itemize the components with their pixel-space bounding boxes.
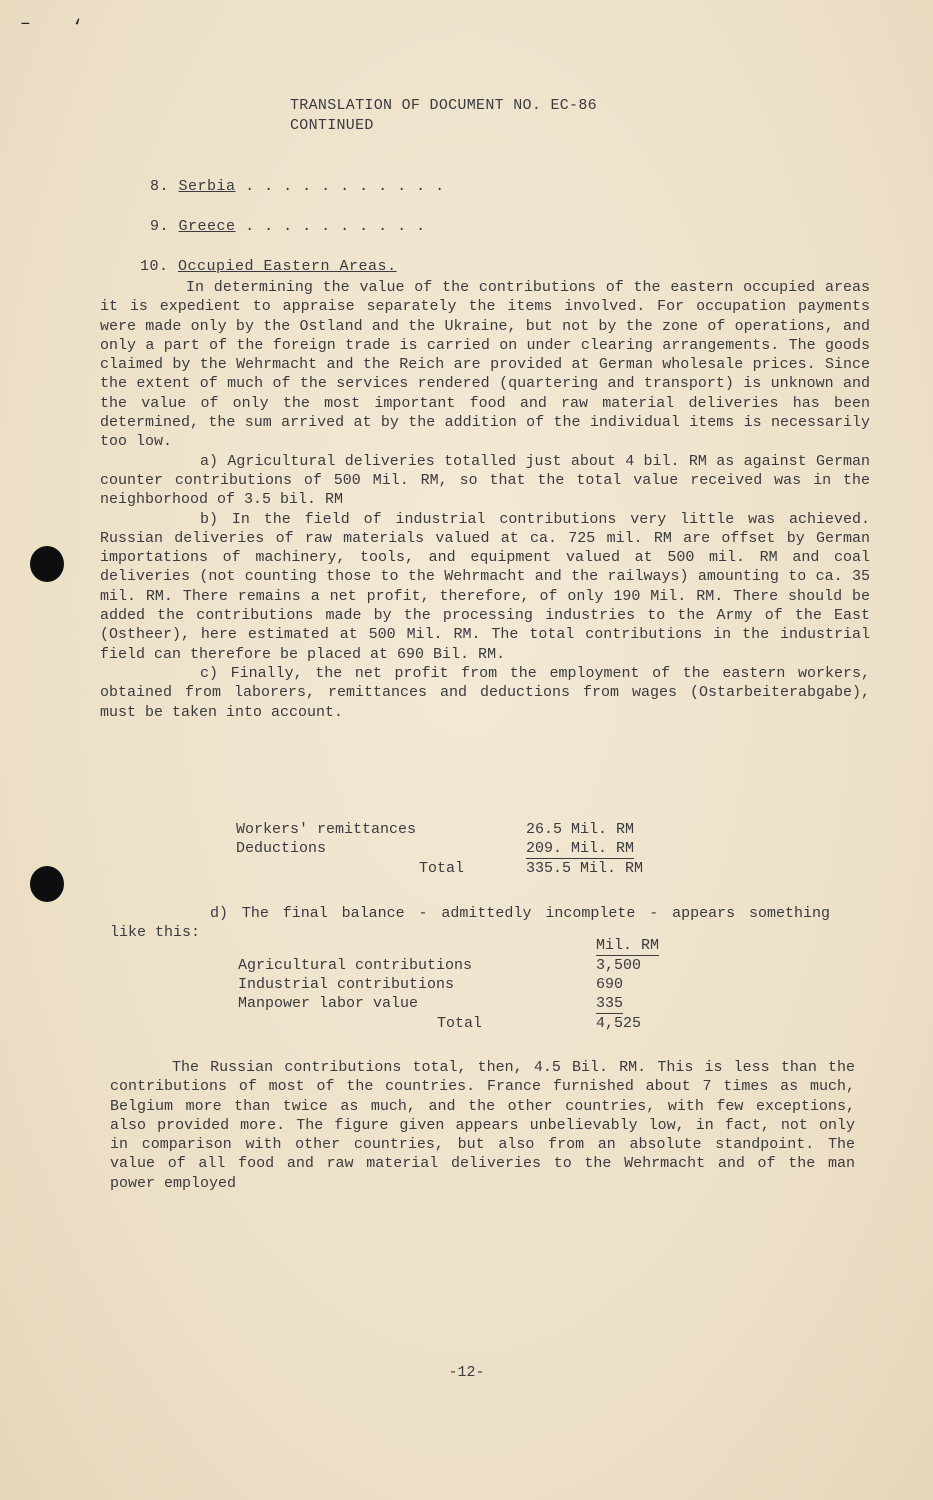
conclusion-wrapper (110, 1058, 855, 1193)
table-row (236, 820, 676, 839)
balance-table (238, 936, 746, 1033)
corner-mark-1: – (20, 14, 31, 34)
row-label: Deductions (236, 840, 327, 857)
paragraph-d-balance: d) The final balance - admittedly incomplete - appears something like this: (110, 905, 830, 942)
total-label: Total (418, 860, 464, 877)
paragraph-conclusion: The Russian contributions total, then, 4.5 Bil. RM. This is less than the contributions of most of the countries. France furnished about 7 times as much, Belgium more than twice as much, and the other countries, with few exceptions, also provided more. The figure given appears unbelievably low, in fact, not only in comparison with other countries, but also from an absolute standpoint. The value of all food and raw material deliveries to the Wehrmacht and of the man power employed (110, 1059, 855, 1192)
row-value: 335 (596, 995, 624, 1012)
document-header (290, 96, 597, 136)
total-label: Total (436, 1015, 482, 1032)
paragraph-b-industrial: b) In the field of industrial contributions very little was achieved. Russian deliveries of raw materials valued at ca. 725 mil. RM are offset by German importations of machinery, tools, and equipment valued at 500 mil. RM and coal deliveries (not counting those to the Wehrmacht and the railways) amounting to ca. 35 mil. RM. There remains a net profit, therefore, of only 190 Mil. RM. There should be added the contributions made by the processing industries to the Army of the East (Ostheer), here estimated at 500 Mil. RM. The total contributions in the industrial field can therefore be placed at 690 Bil. RM. (100, 510, 870, 663)
item-leader-dots: . . . . . . . . . . . (245, 178, 445, 195)
item-greece (150, 218, 426, 235)
section-title: Occupied Eastern Areas. (178, 258, 397, 275)
item-name: Serbia (178, 178, 236, 195)
punch-hole-bottom (30, 866, 64, 902)
workers-table (236, 820, 676, 878)
corner-mark-2: ‘ (72, 18, 83, 38)
item-name: Greece (178, 218, 236, 235)
unit-label: Mil. RM (596, 937, 660, 954)
table-row (236, 839, 676, 859)
table-row (238, 994, 746, 1014)
paragraph-a-agricultural: a) Agricultural deliveries totalled just about 4 bil. RM as against German counter contributions of 500 Mil. RM, so that the total value received was in the neighborhood of 3.5 bil. RM (100, 452, 870, 509)
row-label: Agricultural contributions (238, 957, 473, 974)
paragraph-intro: In determining the value of the contributions of the eastern occupied areas it is expedient to appraise separately the items involved. For occupation payments were made only by the Ostland and the Ukraine, but not by the zone of operations, and only a part of the foreign trade is carried on under clearing arrangements. The goods claimed by the Wehrmacht and the Reich are provided at German wholesale prices. Since the extent of much of the services rendered (quartering and transport) is unknown and the value of only the most important food and raw material deliveries has been determined, the sum arrived at by the addition of the individual items is necessarily too low. (100, 279, 870, 451)
punch-hole-top (30, 546, 64, 582)
section-number: 10. (140, 258, 169, 275)
item-leader-dots: . . . . . . . . . . (245, 218, 426, 235)
table-total-row (238, 1014, 746, 1033)
item-number: 9. (150, 218, 170, 235)
item-serbia (150, 178, 445, 195)
row-label: Manpower labor value (238, 995, 419, 1012)
table-row (238, 956, 746, 975)
section-10-heading (140, 258, 397, 275)
total-value: 335.5 Mil. RM (526, 860, 644, 877)
item-number: 8. (150, 178, 170, 195)
section-10-body (100, 278, 870, 722)
row-label: Workers' remittances (236, 821, 417, 838)
table-total-row (236, 859, 676, 878)
row-value: 690 (596, 976, 624, 993)
table-row (238, 975, 746, 994)
paragraph-c-eastern-workers: c) Finally, the net profit from the employment of the eastern workers, obtained from laborers, remittances and deductions from wages (Ostarbeiterabgabe), must be taken into account. (100, 664, 870, 721)
table-header-row (238, 936, 746, 956)
row-label: Industrial contributions (238, 976, 455, 993)
page-number: -12- (448, 1364, 485, 1381)
header-title: TRANSLATION OF DOCUMENT NO. EC-86 (290, 97, 597, 114)
total-value: 4,525 (596, 1015, 642, 1032)
row-value: 26.5 Mil. RM (526, 821, 635, 838)
row-value: 3,500 (596, 957, 642, 974)
row-value: 209. Mil. RM (526, 840, 635, 857)
header-continued: CONTINUED (290, 117, 374, 134)
